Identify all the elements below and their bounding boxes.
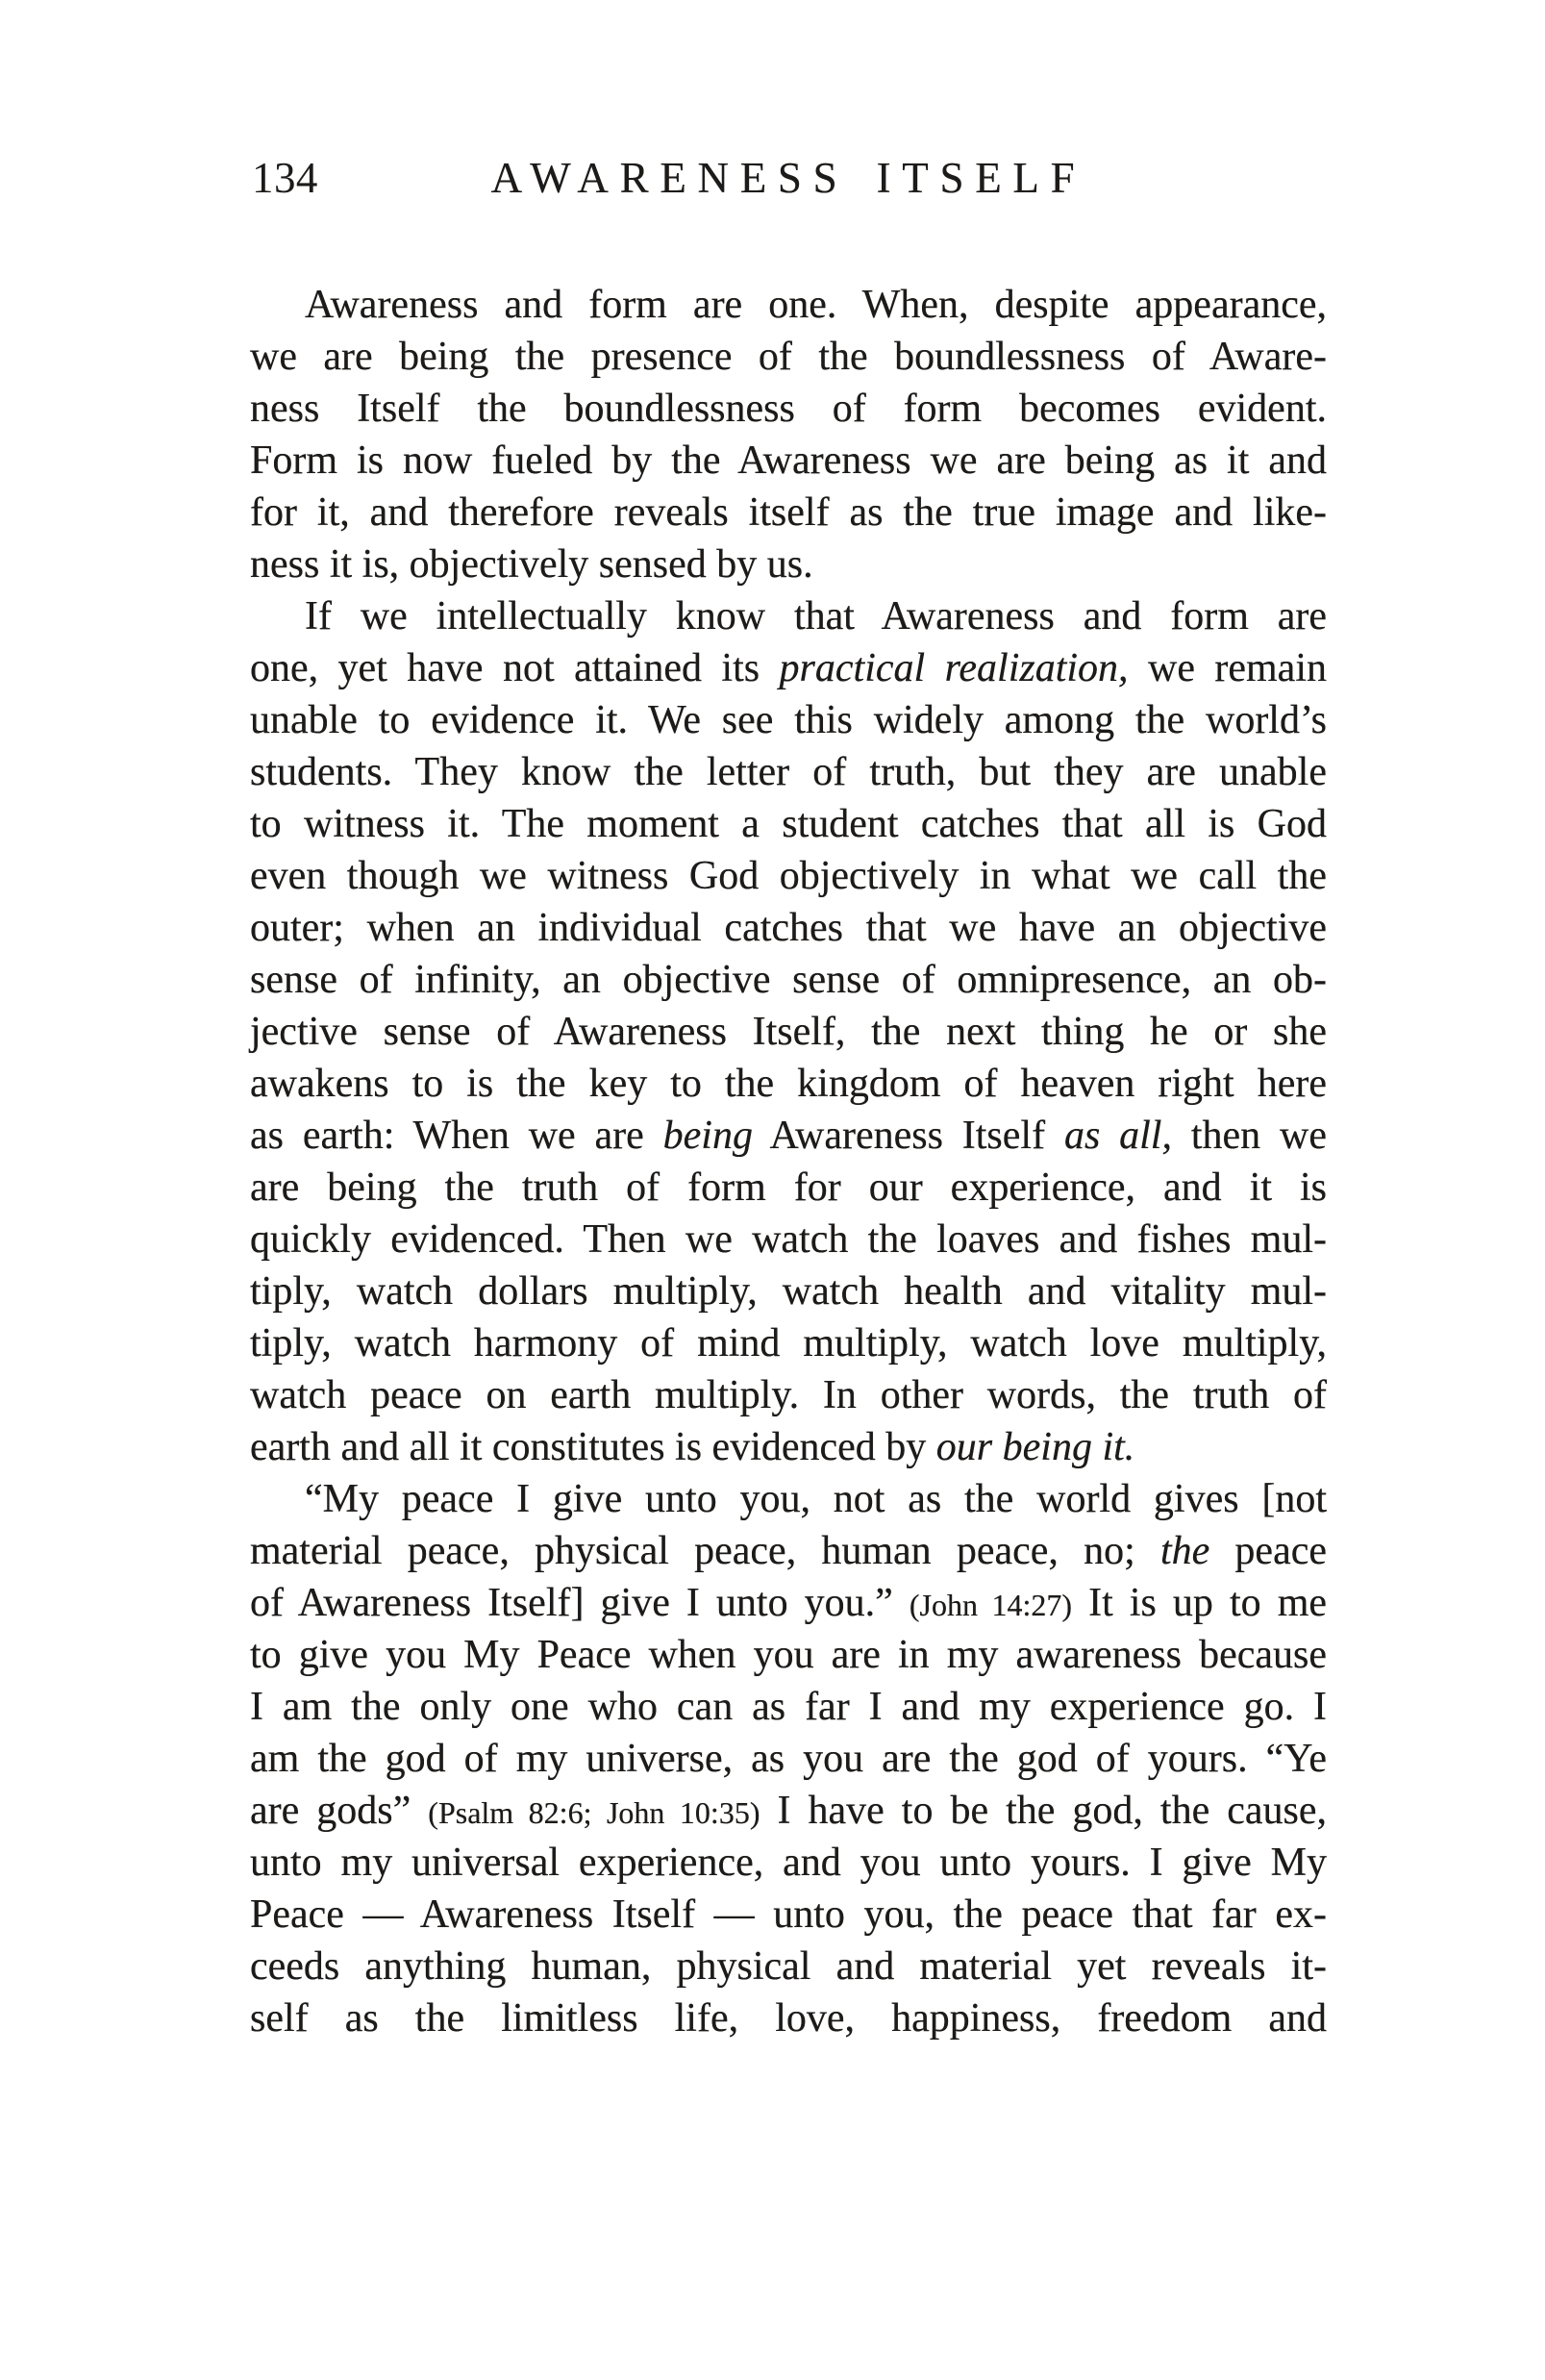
text-segment: ceeds anything human, physical and material yet reveals it- — [250, 1944, 1327, 1989]
text-line — [250, 331, 1327, 383]
text-line — [250, 1214, 1327, 1265]
text-line — [250, 1837, 1327, 1889]
text-line — [250, 1889, 1327, 1941]
text-line — [250, 279, 1327, 331]
text-segment: am the god of my universe, as you are the god of yours. “Ye — [250, 1737, 1327, 1781]
text-segment: watch peace on earth multiply. In other words, the truth of — [250, 1373, 1327, 1417]
text-segment: I have to be the god, the cause, — [760, 1789, 1328, 1833]
text-segment: unable to evidence it. We see this widely among the world’s — [250, 698, 1327, 742]
text-line — [250, 642, 1327, 694]
text-line — [250, 1369, 1327, 1421]
text-segment: Awareness and form are one. When, despite appearance, — [305, 283, 1327, 327]
text-segment: students. They know the letter of truth, but they are unable — [250, 750, 1327, 794]
text-segment: outer; when an individual catches that we have an objective — [250, 906, 1327, 950]
text-line — [250, 1265, 1327, 1317]
text-line — [250, 902, 1327, 954]
text-line — [250, 487, 1327, 539]
text-line — [250, 1421, 1327, 1473]
text-segment: are being the truth of form for our experience, and it is — [250, 1165, 1327, 1210]
text-line — [250, 383, 1327, 435]
text-segment: quickly evidenced. Then we watch the loaves and fishes mul- — [250, 1217, 1327, 1262]
text-line — [250, 1006, 1327, 1058]
text-line — [250, 954, 1327, 1006]
text-segment: It is up to me — [1072, 1581, 1328, 1625]
text-line — [250, 1629, 1327, 1681]
text-line — [250, 1681, 1327, 1733]
text-line — [250, 1733, 1327, 1785]
paragraph — [250, 590, 1327, 1473]
text-segment: sense of infinity, an objective sense of omnipresence, an ob- — [250, 958, 1327, 1002]
italic-text: our being it. — [935, 1425, 1135, 1469]
text-segment: ness it is, objectively sensed by us. — [250, 542, 813, 587]
text-segment: ness Itself the boundlessness of form becomes evident. — [250, 387, 1327, 431]
text-line — [250, 1525, 1327, 1577]
text-line — [250, 798, 1327, 850]
text-line — [250, 1473, 1327, 1525]
text-segment: unto my universal experience, and you unto yours. I give My — [250, 1841, 1327, 1885]
page-header — [250, 152, 1327, 206]
text-line — [250, 1317, 1327, 1369]
running-head-title: AWARENESS ITSELF — [490, 154, 1086, 202]
page-number: 134 — [252, 154, 318, 202]
paragraph — [250, 1473, 1327, 2044]
text-line — [250, 850, 1327, 902]
text-segment: self as the limitless life, love, happiness, freedom and — [250, 1996, 1327, 2041]
text-line — [250, 590, 1327, 642]
text-segment: If we intellectually know that Awareness and form are — [305, 594, 1327, 639]
italic-text: the — [1159, 1529, 1210, 1573]
text-segment: to witness it. The moment a student catches that all is God — [250, 802, 1327, 846]
text-segment: “My peace I give unto you, not as the world gives [not — [305, 1477, 1327, 1521]
italic-text: practical realization, — [779, 646, 1129, 690]
body-text — [250, 279, 1327, 2044]
text-line — [250, 1992, 1327, 2044]
italic-text: being — [662, 1114, 753, 1158]
text-line — [250, 539, 1327, 590]
text-line — [250, 694, 1327, 746]
text-line — [250, 435, 1327, 487]
text-line — [250, 1941, 1327, 1992]
text-line — [250, 1110, 1327, 1162]
text-line — [250, 1785, 1327, 1837]
text-segment: as earth: When we are — [250, 1114, 663, 1158]
text-segment: I am the only one who can as far I and my experience go. I — [250, 1685, 1327, 1729]
text-line — [250, 1058, 1327, 1110]
text-segment: then we — [1171, 1114, 1327, 1158]
text-line — [250, 1162, 1327, 1214]
italic-text: as all, — [1063, 1114, 1172, 1158]
text-segment: we are being the presence of the boundlessness of Aware- — [250, 335, 1327, 379]
text-segment: one, yet have not attained its — [250, 646, 780, 690]
text-segment: earth and all it constitutes is evidenced by — [250, 1425, 936, 1469]
text-segment: to give you My Peace when you are in my awareness because — [250, 1633, 1327, 1677]
text-segment: Peace — Awareness Itself — unto you, the peace that far ex- — [250, 1892, 1327, 1937]
text-segment: we remain — [1128, 646, 1327, 690]
text-segment: are gods” — [250, 1789, 429, 1833]
paragraph — [250, 279, 1327, 590]
text-segment: for it, and therefore reveals itself as the true image and like- — [250, 490, 1327, 535]
text-segment: Awareness Itself — [752, 1114, 1064, 1158]
text-segment: tiply, watch dollars multiply, watch health and vitality mul- — [250, 1269, 1327, 1314]
text-segment: jective sense of Awareness Itself, the next thing he or she — [250, 1010, 1327, 1054]
text-line — [250, 746, 1327, 798]
text-segment: of Awareness Itself] give I unto you.” — [250, 1581, 910, 1625]
text-segment: material peace, physical peace, human peace, no; — [250, 1529, 1160, 1573]
scripture-citation: (Psalm 82:6; John 10:35) — [428, 1795, 760, 1830]
text-line — [250, 1577, 1327, 1629]
text-segment: peace — [1209, 1529, 1327, 1573]
text-segment: even though we witness God objectively in what we call the — [250, 854, 1327, 898]
text-segment: tiply, watch harmony of mind multiply, watch love multiply, — [250, 1321, 1327, 1365]
text-segment: awakens to is the key to the kingdom of heaven right here — [250, 1062, 1327, 1106]
scripture-citation: (John 14:27) — [909, 1588, 1073, 1622]
text-segment: Form is now fueled by the Awareness we are being as it and — [250, 438, 1327, 483]
